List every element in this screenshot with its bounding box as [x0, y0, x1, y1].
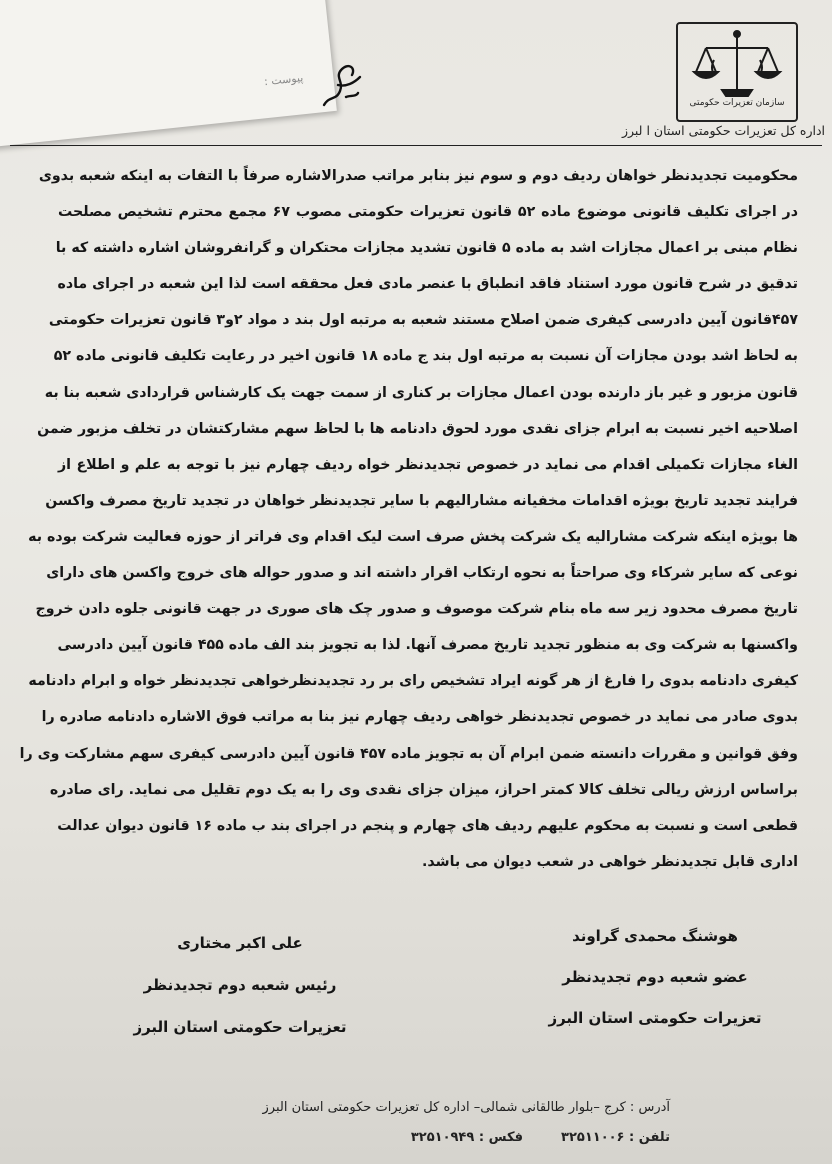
body-line: واکسنها به شرکت وی به منظور تجدید تاریخ مصرف آنها. لذا به تجویز بند الف ماده ۴۵۵ قانون آیین دادرسی: [57, 637, 798, 654]
body-line: وفق قوانین و مقررات دانسته ضمن ابرام آن به تجویز ماده ۴۵۷ قانون آیین دادرسی کیفری سهم مشارکت وی را: [19, 745, 798, 762]
body-line: اصلاحیه اخیر نسبت به ابرام جزای نقدی مورد لحوق دادنامه ها با لحاظ سهم مشارکتشان در تخلف مزبور ضمن: [37, 420, 798, 437]
body-line: نظام مبنی بر اعمال مجازات اشد به ماده ۵ قانون تشدید مجازات محتکران و گرانفروشان اشاره داشته که با: [55, 240, 798, 257]
signer-organization: تعزیرات حکومتی استان البرز: [133, 1018, 347, 1036]
body-line: به لحاظ اشد بودن مجازات آن نسبت به مرتبه اول بند ج ماده ۱۸ قانون اخیر در رعایت تکلیف قانونی ماده ۵۲: [53, 348, 798, 365]
body-line: بدوی صادر می نماید در خصوص تجدیدنظر خواهی ردیف چهارم نیز بنا به مراتب فوق الاشاره دادنامه صادره را: [41, 709, 798, 726]
department-name: اداره کل تعزیرات حکومتی استان ا لبرز: [621, 123, 825, 138]
footer-phone: تلفن : ۳۲۵۱۱۰۰۶: [561, 1130, 670, 1145]
body-line: قطعی است و نسبت به محکوم علیهم ردیف های چهارم و پنجم در اجرای بند ب ماده ۱۶ قانون دیوان عدالت: [57, 817, 798, 834]
organization-emblem: [676, 22, 798, 122]
signer-name: هوشنگ محمدی گراوند: [572, 927, 738, 945]
body-line-last: اداری قابل تجدیدنظر خواهی در شعب دیوان می باشد.: [422, 853, 798, 870]
underlying-sheet: [0, 0, 337, 148]
signature-block-member: [520, 916, 790, 1039]
ruling-body: [19, 158, 799, 880]
footer-contact: [240, 1130, 670, 1145]
handwritten-mark: [316, 55, 366, 110]
header-divider: [10, 145, 822, 146]
signer-organization: تعزیرات حکومتی استان البرز: [548, 1009, 762, 1027]
body-line: ها بویژه اینکه شرکت مشارالیه یک شرکت پخش صرف است لیک اقدام وی فراتر از حوزه فعالیت شرکت بوده به: [28, 528, 798, 545]
signer-title: رئیس شعبه دوم تجدیدنظر: [143, 976, 337, 994]
body-line: تاریخ مصرف محدود زیر سه ماه بنام شرکت موصوف و صدور چک های صوری در جهت قانونی جلوه دادن خروج: [35, 601, 798, 618]
signer-title: عضو شعبه دوم تجدیدنظر: [562, 968, 748, 986]
body-line: تدقیق در شرح قانون مورد استناد فاقد انطباق با عنصر مادی فعل محققه است لذا این شعبه در اجرای ماده: [57, 276, 798, 293]
body-line: الغاء مجازات تکمیلی اقدام می نماید در خصوص تجدیدنظر خواه ردیف چهارم نیز با توجه به علم و اطلاع از: [58, 456, 798, 473]
body-line: فرایند تجدید تاریخ بویژه اقدامات مخفیانه مشارالیهم با سایر تجدیدنظر خواهان در تجدید تاریخ مصرف واکسن: [45, 492, 798, 509]
body-line: محکومیت تجدیدنظر خواهان ردیف دوم و سوم نیز بنابر مراتب صدرالاشاره صرفاً با التفات به اینکه شعبه بدوی: [38, 168, 798, 184]
body-line: در اجرای تکلیف قانونی موضوع ماده ۵۲ قانون تعزیرات حکومتی مصوب ۶۷ مجمع محترم تشخیص مصلحت: [58, 204, 799, 221]
footer-address: آدرس : کرج –بلوار طالقانی شمالی– اداره کل تعزیرات حکومتی استان البرز: [262, 1100, 670, 1115]
body-line: نوعی که سایر شرکاء وی صراحتاً به نحوه ارتکاب اقرار داشته اند و صدور حواله های خروج واکسن های دارای: [46, 565, 798, 582]
signature-block-head: [120, 922, 360, 1048]
body-line: ۴۵۷قانون آیین دادرسی کیفری ضمن اصلاح مستند شعبه به مرتبه اول بند د مواد ۲و۳ قانون تعزیرات حکومتی: [48, 312, 798, 329]
footer-fax: فکس : ۳۲۵۱۰۹۴۹: [410, 1130, 524, 1145]
attachment-label: پیوست :: [263, 71, 304, 89]
body-line: کیفری دادنامه بدوی را فارغ از هر گونه ایراد تشخیص رای بر رد تجدیدنظرخواهی تجدیدنظر خواه و ابرام دادنامه: [28, 673, 798, 690]
emblem-caption: سازمان تعزیرات حکومتی: [689, 98, 785, 108]
body-line: براساس ارزش ریالی تخلف کالا کمتر احراز، میزان جزای نقدی وی را به یک دوم تقلیل می نماید. رای صادره: [49, 781, 798, 798]
signer-name: علی اکبر مختاری: [177, 934, 303, 952]
body-line: قانون مزبور و غیر باز دارنده بودن اعمال مجازات بر کناری از سمت جهت یک کارشناس قراردادی شعبه بنا به: [44, 384, 798, 401]
